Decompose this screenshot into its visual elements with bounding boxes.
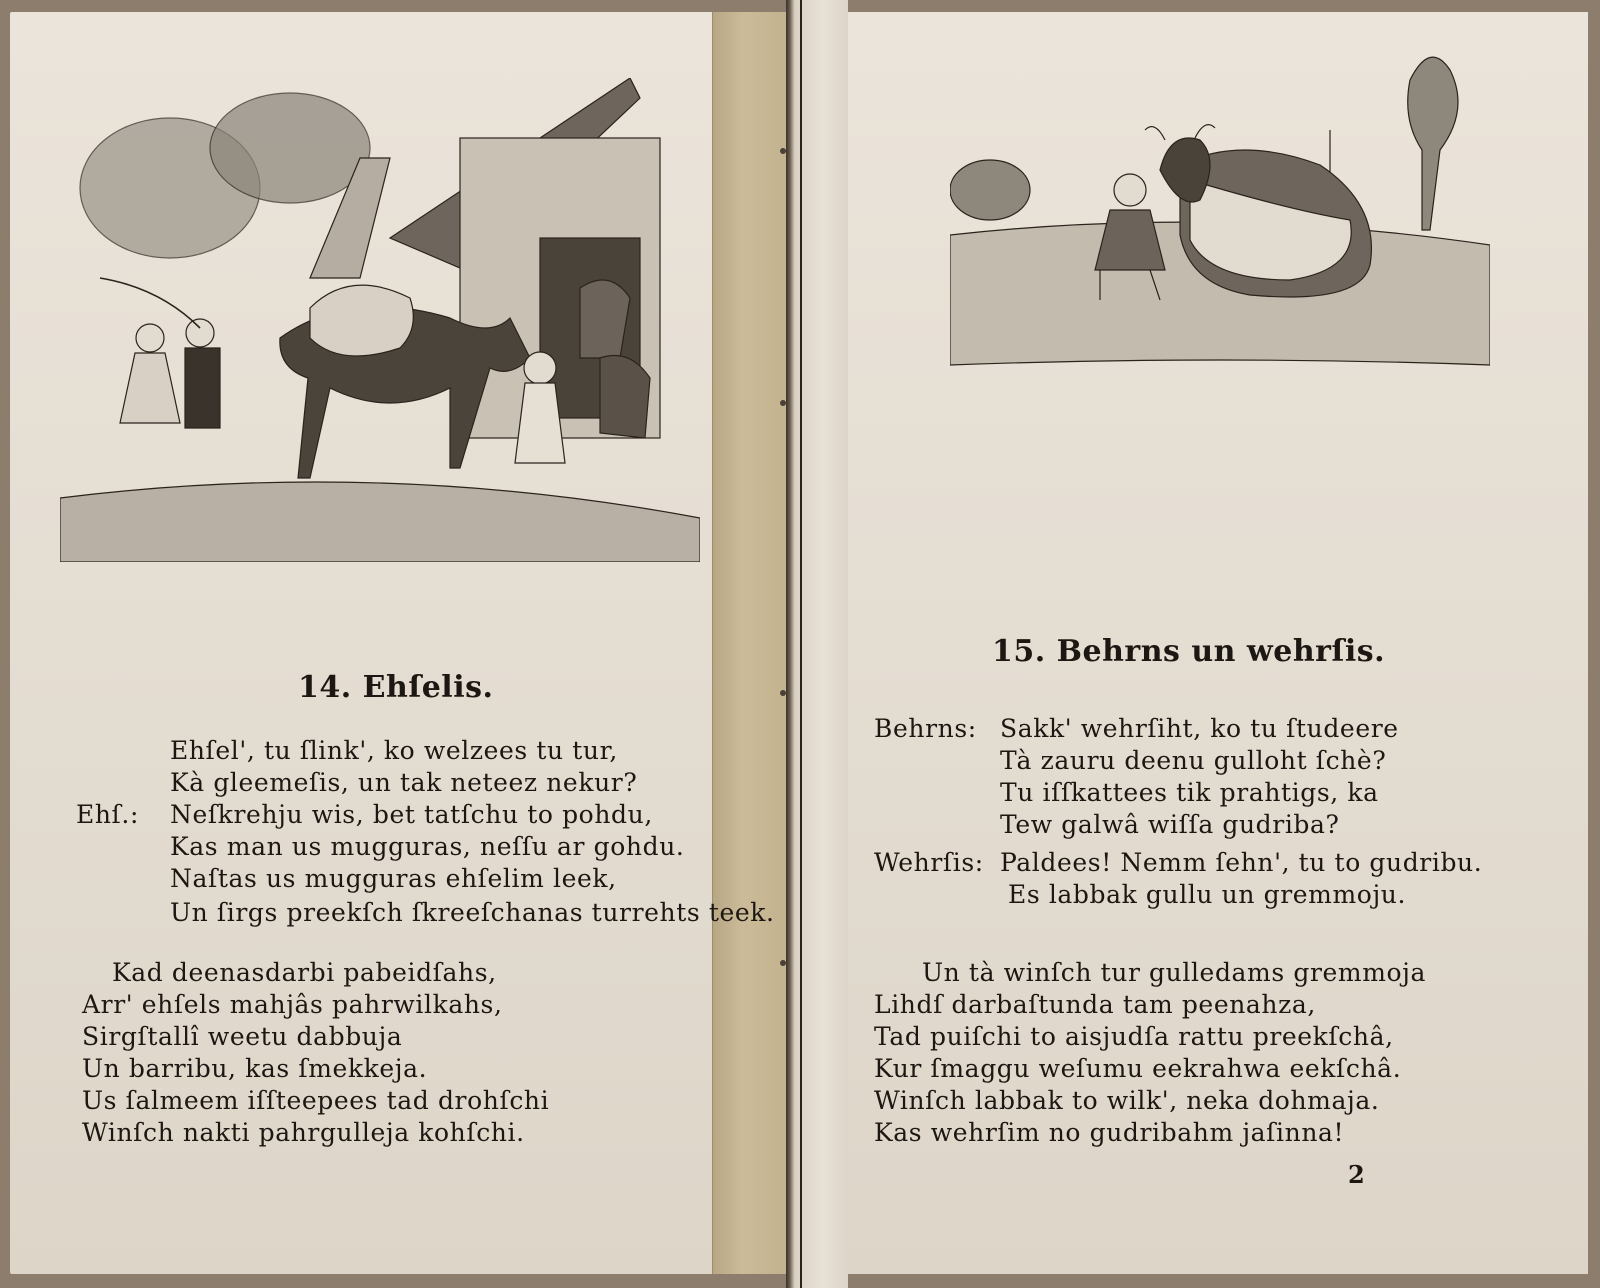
page-number: 2 — [1348, 1160, 1365, 1189]
gutter — [786, 0, 848, 1288]
verse-line: Kur ſmaggu weſumu eekrahwa eekſchâ. — [874, 1054, 1402, 1083]
verse-line: Tad puiſchi to aisjudſa rattu preekſchâ, — [874, 1022, 1394, 1051]
verse-line: Sakk' wehrſiht, ko tu ſtudeere — [1000, 714, 1399, 743]
verse-line: Tew galwâ wiſſa gudriba? — [1000, 810, 1340, 839]
stitch-hole — [780, 690, 786, 696]
speaker-label: Wehrſis: — [874, 848, 984, 877]
stitch-hole — [780, 400, 786, 406]
verse-line: Un tà winſch tur gulledams gremmoja — [922, 958, 1427, 987]
binding-strip — [712, 12, 787, 1274]
stitch-hole — [780, 148, 786, 154]
verse-line: Lihdſ darbaſtunda tam peenahza, — [874, 990, 1316, 1019]
verse-line: Tà zauru deenu gulloht ſchè? — [1000, 746, 1387, 775]
poem-title-14: 14. Ehſelis. — [298, 670, 494, 705]
verse-line: Paldees! Nemm ſehn', tu to gudribu. — [1000, 848, 1483, 877]
engraving-donkey-barn — [60, 78, 700, 562]
verse-line: Es labbak gullu un gremmoju. — [1008, 880, 1407, 909]
verse-line: Kas man us mugguras, neſſu ar gohdu. — [170, 832, 685, 861]
verse-line: Kad deenasdarbi pabeidſahs, — [112, 958, 497, 987]
verse-line: Neſkrehju wis, bet tatſchu to pohdu, — [170, 800, 653, 829]
verse-line: Us ſalmeem iſſteepees tad drohſchi — [82, 1086, 550, 1115]
verse-line: Sirgſtallî weetu dabbuja — [82, 1022, 403, 1051]
verse-line: Kas wehrſim no gudribahm jaſinna! — [874, 1118, 1345, 1147]
poem-title-15: 15. Behrns un wehrſis. — [992, 634, 1386, 669]
speaker-label: Ehſ.: — [76, 800, 139, 829]
verse-line: Winſch labbak to wilk', neka dohmaja. — [874, 1086, 1380, 1115]
verse-line: Tu iſſkattees tik prahtigs, ka — [1000, 778, 1379, 807]
verse-line: Kà gleemeſis, un tak neteez nekur? — [170, 768, 638, 797]
verse-line: Arr' ehſels mahjâs pahrwilkahs, — [82, 990, 503, 1019]
verse-line: Winſch nakti pahrgulleja kohſchi. — [82, 1118, 525, 1147]
verse-line: Un ſirgs preekſch ſkreeſchanas turrehts teek. — [170, 898, 775, 927]
verse-line: Ehſel', tu ſlink', ko welzees tu tur, — [170, 736, 618, 765]
speaker-label: Behrns: — [874, 714, 977, 743]
gutter-divider — [800, 0, 802, 1288]
stitch-hole — [780, 960, 786, 966]
engraving-boy-and-cow — [950, 20, 1490, 400]
verse-line: Naſtas us mugguras ehſelim leek, — [170, 864, 617, 893]
verse-line: Un barribu, kas ſmekkeja. — [82, 1054, 428, 1083]
